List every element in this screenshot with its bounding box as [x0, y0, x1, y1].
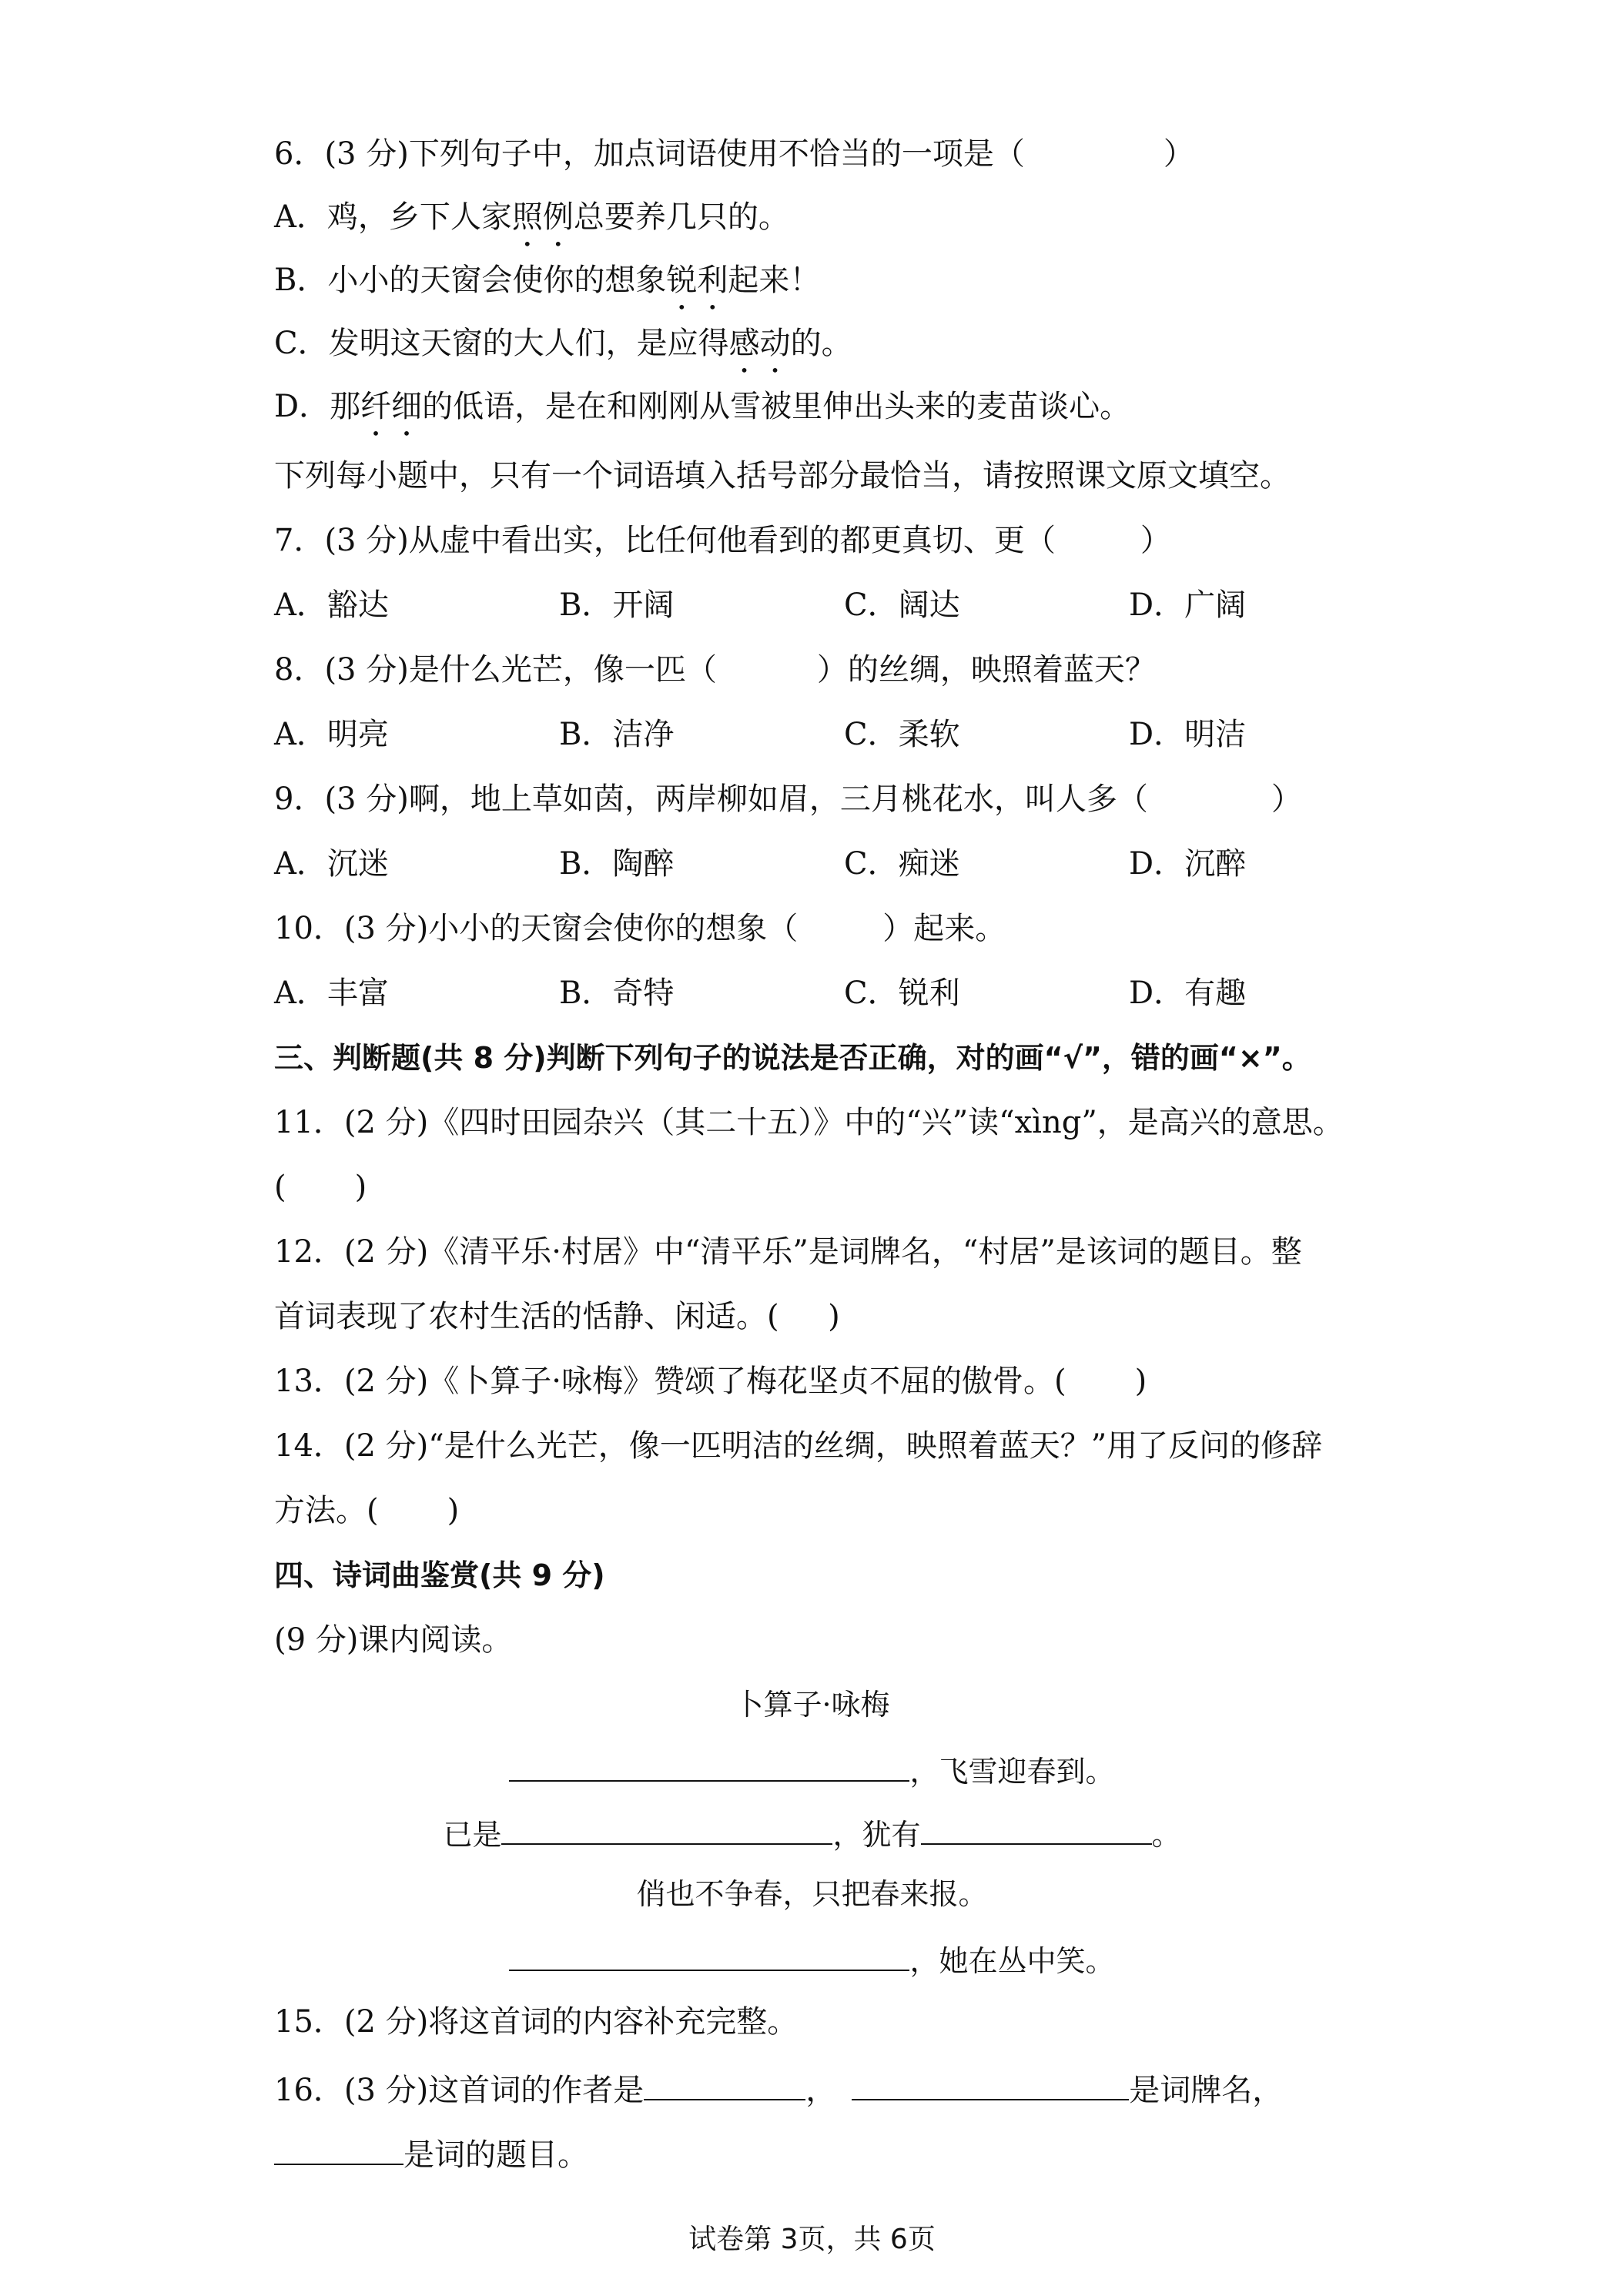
q10-stem: 10．(3 分)小小的天窗会使你的想象（ ）起来。: [274, 911, 1006, 946]
q16-line2: 是词的题目。: [274, 2130, 588, 2177]
q6-option-b: B．小小的天窗会使你的想象锐利起来！: [274, 263, 821, 298]
q11-line1: 11．(2 分)《四时田园杂兴（其二十五）》中的“兴”读“xìng”，是高兴的意思。: [274, 1105, 1344, 1140]
poem-line-2: 已是 ，犹有 。: [0, 1809, 1624, 1856]
q7-option-a: A．豁达: [274, 587, 389, 623]
q13-line1: 13．(2 分)《卜算子·咏梅》赞颂了梅花坚贞不屈的傲骨。( ): [274, 1364, 1147, 1399]
q10-option-b: B．奇特: [559, 976, 675, 1011]
q12-line2: 首词表现了农村生活的恬静、闲适。( ): [274, 1299, 840, 1334]
q10-option-c: C．锐利: [844, 976, 960, 1011]
poem-line-1: ，飞雪迎春到。: [0, 1746, 1624, 1793]
q12-line1: 12．(2 分)《清平乐·村居》中“清平乐”是词牌名，“村居”是该词的题目。整: [274, 1234, 1302, 1270]
q8-option-d: D．明洁: [1129, 717, 1247, 752]
q16-line1: 16．(3 分)这首词的作者是 ， 是词牌名，: [274, 2065, 1283, 2112]
reading-instruction: (9 分)课内阅读。: [274, 1622, 513, 1658]
q10-option-a: A．丰富: [274, 976, 389, 1011]
q6-option-a: A．鸡，乡下人家照例总要养几只的。: [274, 199, 789, 235]
q9-option-c: C．痴迷: [844, 846, 960, 882]
q8-option-a: A．明亮: [274, 717, 389, 752]
q7-option-d: D．广阔: [1129, 587, 1247, 623]
poem-line-3: 俏也不争春，只把春来报。: [636, 1877, 988, 1911]
q8-option-c: C．柔软: [844, 717, 960, 752]
q6-stem: 6．(3 分)下列句子中，加点词语使用不恰当的一项是（ ）: [274, 136, 1194, 172]
q9-option-a: A．沉迷: [274, 846, 389, 882]
q6-option-c: C．发明这天窗的大人们，是应得感动的。: [274, 326, 852, 361]
q7-option-b: B．开阔: [559, 587, 675, 623]
q14-line2: 方法。( ): [274, 1493, 460, 1528]
q8-option-b: B．洁净: [559, 717, 675, 752]
page-footer: 试卷第 3页，共 6页: [688, 2224, 936, 2255]
q15: 15．(2 分)将这首词的内容补充完整。: [274, 2004, 799, 2040]
q6-option-d: D．那纤细的低语，是在和刚刚从雪被里伸出头来的麦苗谈心。: [274, 389, 1131, 424]
q10-option-d: D．有趣: [1129, 976, 1247, 1011]
q9-option-b: B．陶醉: [559, 846, 675, 882]
q7-stem: 7．(3 分)从虚中看出实，比任何他看到的都更真切、更（ ）: [274, 523, 1171, 558]
q14-line1: 14．(2 分)“是什么光芒，像一匹明洁的丝绸，映照着蓝天？”用了反问的修辞: [274, 1428, 1323, 1464]
q11-line2: ( ): [274, 1170, 367, 1205]
q8-stem: 8．(3 分)是什么光芒，像一匹（ ）的丝绸，映照着蓝天？: [274, 652, 1156, 688]
poem-title: 卜算子·咏梅: [734, 1688, 890, 1722]
q9-option-d: D．沉醉: [1129, 846, 1247, 882]
instruction: 下列每小题中，只有一个词语填入括号部分最恰当，请按照课文原文填空。: [274, 458, 1291, 494]
q7-option-c: C．阔达: [844, 587, 960, 623]
poem-line-4: ，她在丛中笑。: [0, 1936, 1624, 1983]
q9-stem: 9．(3 分)啊，地上草如茵，两岸柳如眉，三月桃花水，叫人多（ ）: [274, 782, 1302, 817]
section-4-heading: 四、诗词曲鉴赏(共 9 分): [274, 1558, 605, 1592]
section-3-heading: 三、判断题(共 8 分)判断下列句子的说法是否正确，对的画“√”，错的画“×”。: [274, 1041, 1311, 1075]
